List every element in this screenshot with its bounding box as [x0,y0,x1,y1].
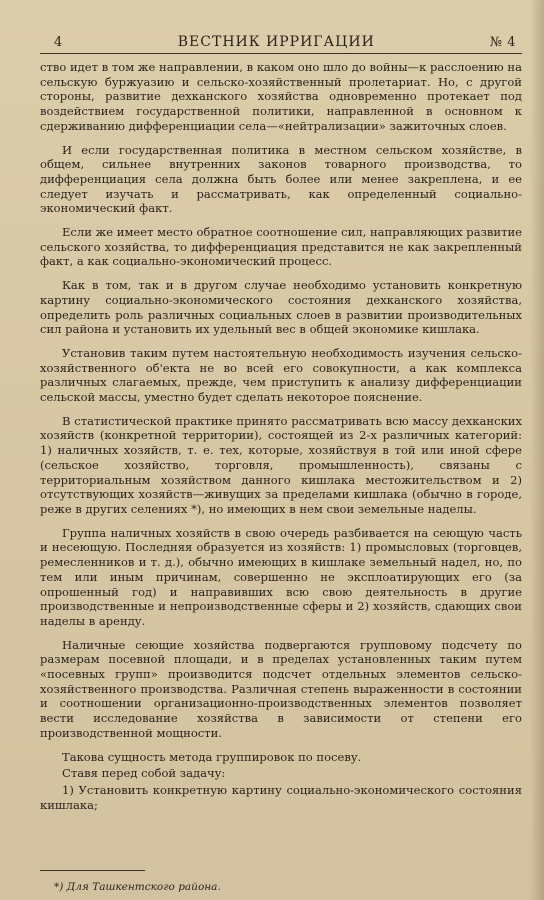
running-header [40,34,522,54]
paragraph: Наличные сеющие хозяйства подвергаются групповому подсчету по размерам посевной площади, и в пределах установленных таким путем «посевных групп» производится подсчет отдельных элементов сельско-хозяйственного производства. Различная степень выраженности в состоянии и соотношении организационно-производственных элементов позволяет вести исследование хозяйства в зависимости от степени его производственной мощности. [40,637,522,740]
paragraph: И если государственная политика в местном сельском хозяйстве, в общем, сильнее внутренних законов товарного производства, то дифференциация села должна быть более или менее закреплена, и ее следует изучать и рассматривать, как определенный социально-экономический факт. [40,142,522,216]
journal-title: ВЕСТНИК ИРРИГАЦИИ [177,34,375,50]
paragraph: В статистической практике принято рассматривать всю массу дехканских хозяйств (конкретной территории), состоящей из 2-х различных категорий: 1) наличных хозяйств, т. е. тех, которые, хозяйствуя в той или иной сфере (сельское хозяйство, торговля, промышленность), связаны с территориальным хозяйством данного кишлака местожительством и 2) отсутствующих хозяйств—живущих за пределами кишлака (обычно в городе, реже в других селениях *), но имеющих в нем свои земельные наделы. [40,413,522,516]
page-number: 4 [54,35,63,50]
paragraph: Ставя перед собой задачу: [62,766,226,781]
paragraph: Такова сущность метода группировок по посеву. [62,749,362,764]
paragraph: Установив таким путем настоятельную необходимость изучения сельско-хозяйственного об'екта не во всей его совокупности, а как комплекса различных слагаемых, прежде, чем приступить к анализу дифференциации сельской массы, уместно будет сделать некоторое пояснение. [40,345,522,405]
paragraph: Группа наличных хозяйств в свою очередь разбивается на сеющую часть и несеющую. Последняя образуется из хозяйств: 1) промысловых (торговцев, ремесленников и т. д.), обычно имеющих в кишлаке земельный надел, но, по тем или иным причинам, совершенно не эксплоатирующих его (за опрошенный год) и направивших всю свою деятельность в другие производственные и непроизводственные сферы и 2) хозяйств, сдающих свои наделы в аренду. [40,525,522,628]
paragraph: 1) Установить конкретную картину социально-экономического состояния кишлака; [40,782,522,812]
paragraph: Как в том, так и в другом случае необходимо установить конкретную картину социально-экономического состояния дехканского хозяйства, определить роль различных социальных слоев в развитии производительных сил района и установить их удельный вес в общей экономике кишлака. [40,278,522,337]
article-body [40,60,522,812]
footnote-divider [40,870,145,871]
paragraph: Если же имеет место обратное соотношение сил, направляющих развитие сельского хозяйства, то дифференциация представится не как закрепленный факт, а как социально-экономический процесс. [40,225,522,269]
paragraph: ство идет в том же направлении, в каком оно шло до войны—к расслоению на сельскую буржуазию и сельско-хозяйственный пролетариат. Но, с другой стороны, развитие дехканского хозяйства одновременно протекает под воздействием государственной политики, направленной в основном к сдерживанию дифференциации села—«нейтрализации» зажиточных слоев. [40,60,522,133]
footnote: *) Для Ташкентского района. [54,881,221,894]
issue-number: № 4 [489,35,516,50]
